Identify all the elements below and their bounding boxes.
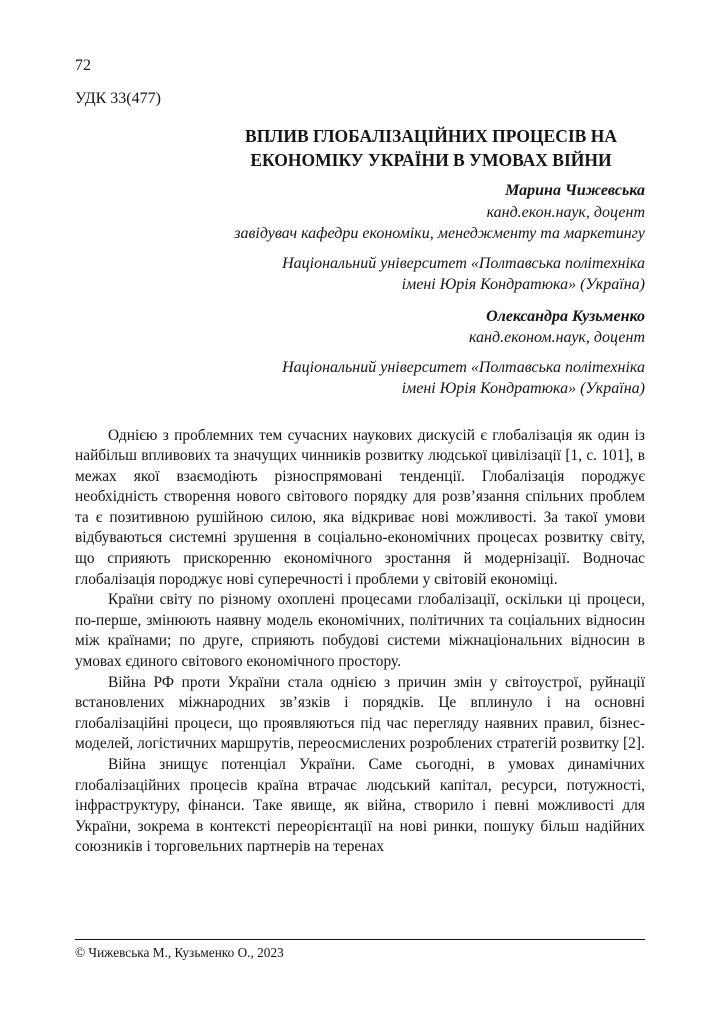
affiliation-line-2: імені Юрія Кондратюка» (Україна) bbox=[401, 276, 645, 293]
affiliation-line-2: імені Юрія Кондратюка» (Україна) bbox=[401, 380, 645, 397]
udc-code: УДК 33(477) bbox=[75, 90, 161, 107]
author-1-block bbox=[75, 180, 645, 296]
author-2-affiliation bbox=[75, 357, 645, 400]
author-1-name: Марина Чижевська bbox=[505, 182, 645, 199]
article-title-line-1: ВПЛИВ ГЛОБАЛІЗАЦІЙНИХ ПРОЦЕСІВ НА bbox=[245, 126, 617, 146]
author-1-affiliation bbox=[75, 253, 645, 296]
article-title bbox=[217, 124, 645, 172]
author-2-name: Олександра Кузьменко bbox=[486, 307, 645, 325]
paragraph-4: Війна знищує потенціал України. Саме сьогодні, в умовах динамічних глобалізаційних процесів країна втрачає людський капітал, ресурси, потужності, інфраструктуру, фінанси. Таке явище, як війна, створило і певні можливості для України, зокрема в контексті переорієнтації на нові ринки, пошуку більш надійних союзників і торговельних партнерів на теренах bbox=[75, 756, 645, 856]
author-2-degree: канд.економ.наук, доцент bbox=[468, 329, 645, 346]
authors-block bbox=[75, 180, 645, 400]
article-body bbox=[75, 426, 645, 858]
article-title-line-2: ЕКОНОМІКУ УКРАЇНИ В УМОВАХ ВІЙНИ bbox=[250, 150, 612, 170]
author-2-block bbox=[75, 306, 645, 400]
page-number: 72 bbox=[75, 57, 91, 74]
affiliation-line-1: Національний університет «Полтавська політехніка bbox=[282, 254, 645, 272]
paragraph-1: Однією з проблемних тем сучасних наукових дискусій є глобалізація як один із найбільш впливових та значущих чинників розвитку людської цивілізації [1, с. 101], в межах якої взаємодіють різноспрямовані тенденції. Глобалізація породжує необхідність створення нового світового порядку для розв’язання спільних проблем та є позитивною рушійною силою, яка відкриває нові можливості. За такої умови відбуваються системні зрушення в соціально-економічних процесах розвитку світу, що сприяють прискоренню економічного зростання й модернізації. Водночас глобалізація породжує нові суперечності і проблеми у світовій економіці. bbox=[75, 426, 645, 588]
copyright-note: © Чижевська М., Кузьменко О., 2023 bbox=[75, 945, 284, 960]
author-1-position: завідувач кафедри економіки, менеджменту та маркетингу bbox=[234, 225, 645, 242]
paragraph-3: Війна РФ проти України стала однією з причин змін у світоустрої, руйнації встановлених міжнародних зв’язків і порядків. Це вплинуло і на основні глобалізаційні процеси, що проявляються під час перегляду наявних правил, бізнес-моделей, логістичних маршрутів, переосмислених розроблених стратегій розвитку [2]. bbox=[75, 673, 645, 753]
paragraph-2: Країни світу по різному охоплені процесами глобалізації, оскільки ці процеси, по-перше, змінюють наявну модель економічних, політичних та соціальних відносин між країнами; по друге, сприяють побудові системи міжнаціональних відносин в умовах єдиного світового економічного простору. bbox=[75, 591, 645, 671]
author-1-degree: канд.екон.наук, доцент bbox=[486, 203, 645, 221]
page-footer bbox=[75, 939, 645, 961]
affiliation-line-1: Національний університет «Полтавська політехніка bbox=[282, 358, 645, 376]
